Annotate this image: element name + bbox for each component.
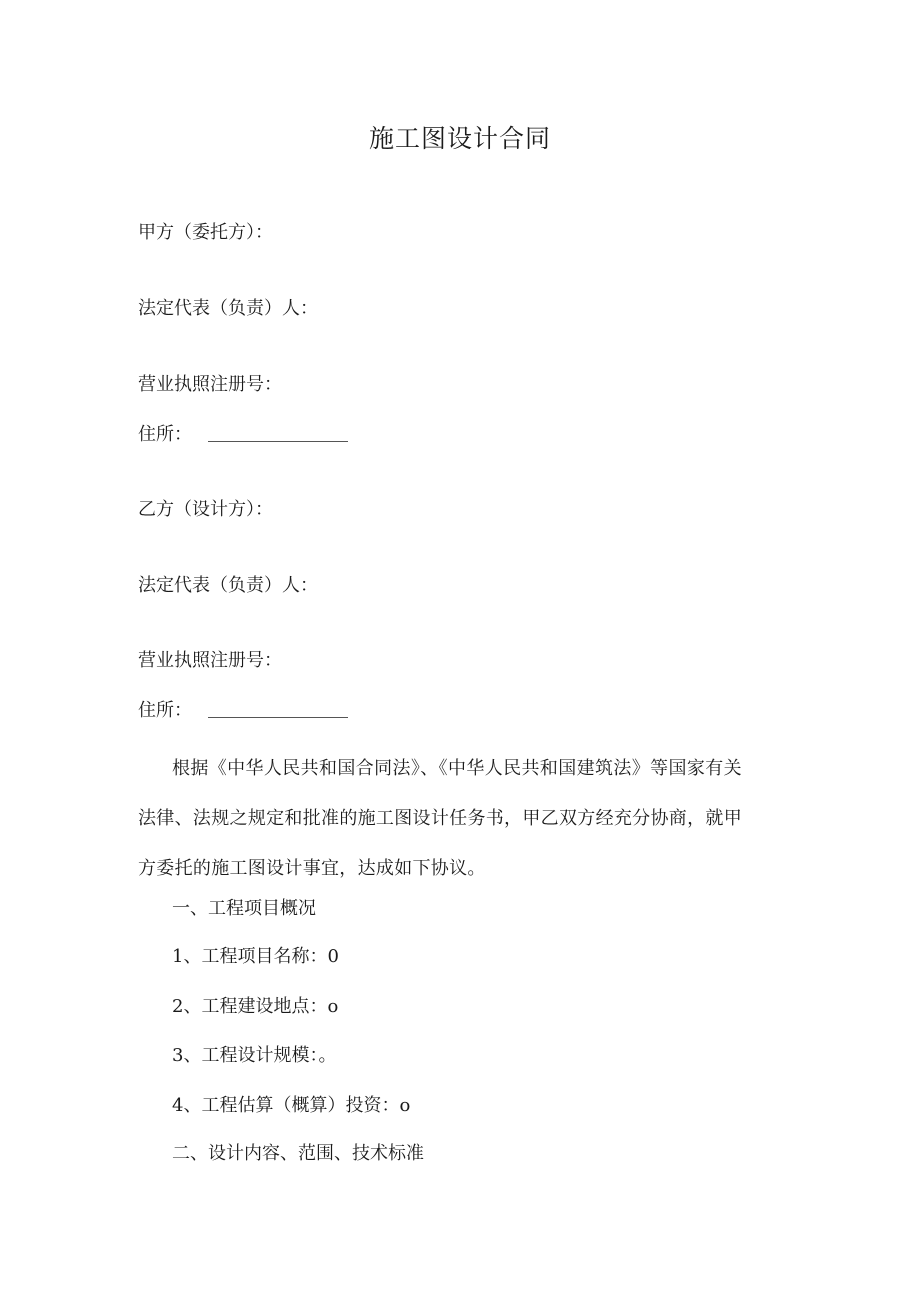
party-a-label: 甲方（委托方）： — [138, 222, 273, 243]
document-title: 施工图设计合同 — [368, 124, 551, 153]
party-a-address-label: 住所： — [138, 424, 192, 445]
section1-heading: 一、工程项目概况 — [172, 898, 316, 919]
party-a-license: 营业执照注册号： — [138, 374, 282, 395]
section1-item: 3、工程设计规模：。 — [172, 1045, 337, 1066]
party-a-address-blank — [208, 423, 348, 442]
preamble-paragraph: 根据《中华人民共和国合同法》、《中华人民共和国建筑法》等国家有关法律、法规之规定和批准的施工图设计任务书，甲乙双方经充分协商，就甲方委托的施工图设计事宜，达成如下协议。 — [138, 758, 742, 879]
section2-heading: 二、设计内容、范围、技术标准 — [172, 1143, 424, 1164]
section1-item: 1、工程项目名称：0 — [172, 946, 339, 967]
party-b-address-blank — [208, 699, 348, 718]
party-a-representative: 法定代表（负责）人： — [138, 298, 318, 319]
party-b-representative: 法定代表（负责）人： — [138, 575, 318, 596]
party-b-license: 营业执照注册号： — [138, 650, 282, 671]
section1-item: 2、工程建设地点：o — [172, 996, 339, 1017]
party-b-address-label: 住所： — [138, 700, 192, 721]
section1-item: 4、工程估算（概算）投资：o — [172, 1095, 411, 1116]
party-b-address-row — [138, 698, 348, 724]
party-b-label: 乙方（设计方）： — [138, 499, 273, 520]
party-a-address-row — [138, 422, 348, 448]
